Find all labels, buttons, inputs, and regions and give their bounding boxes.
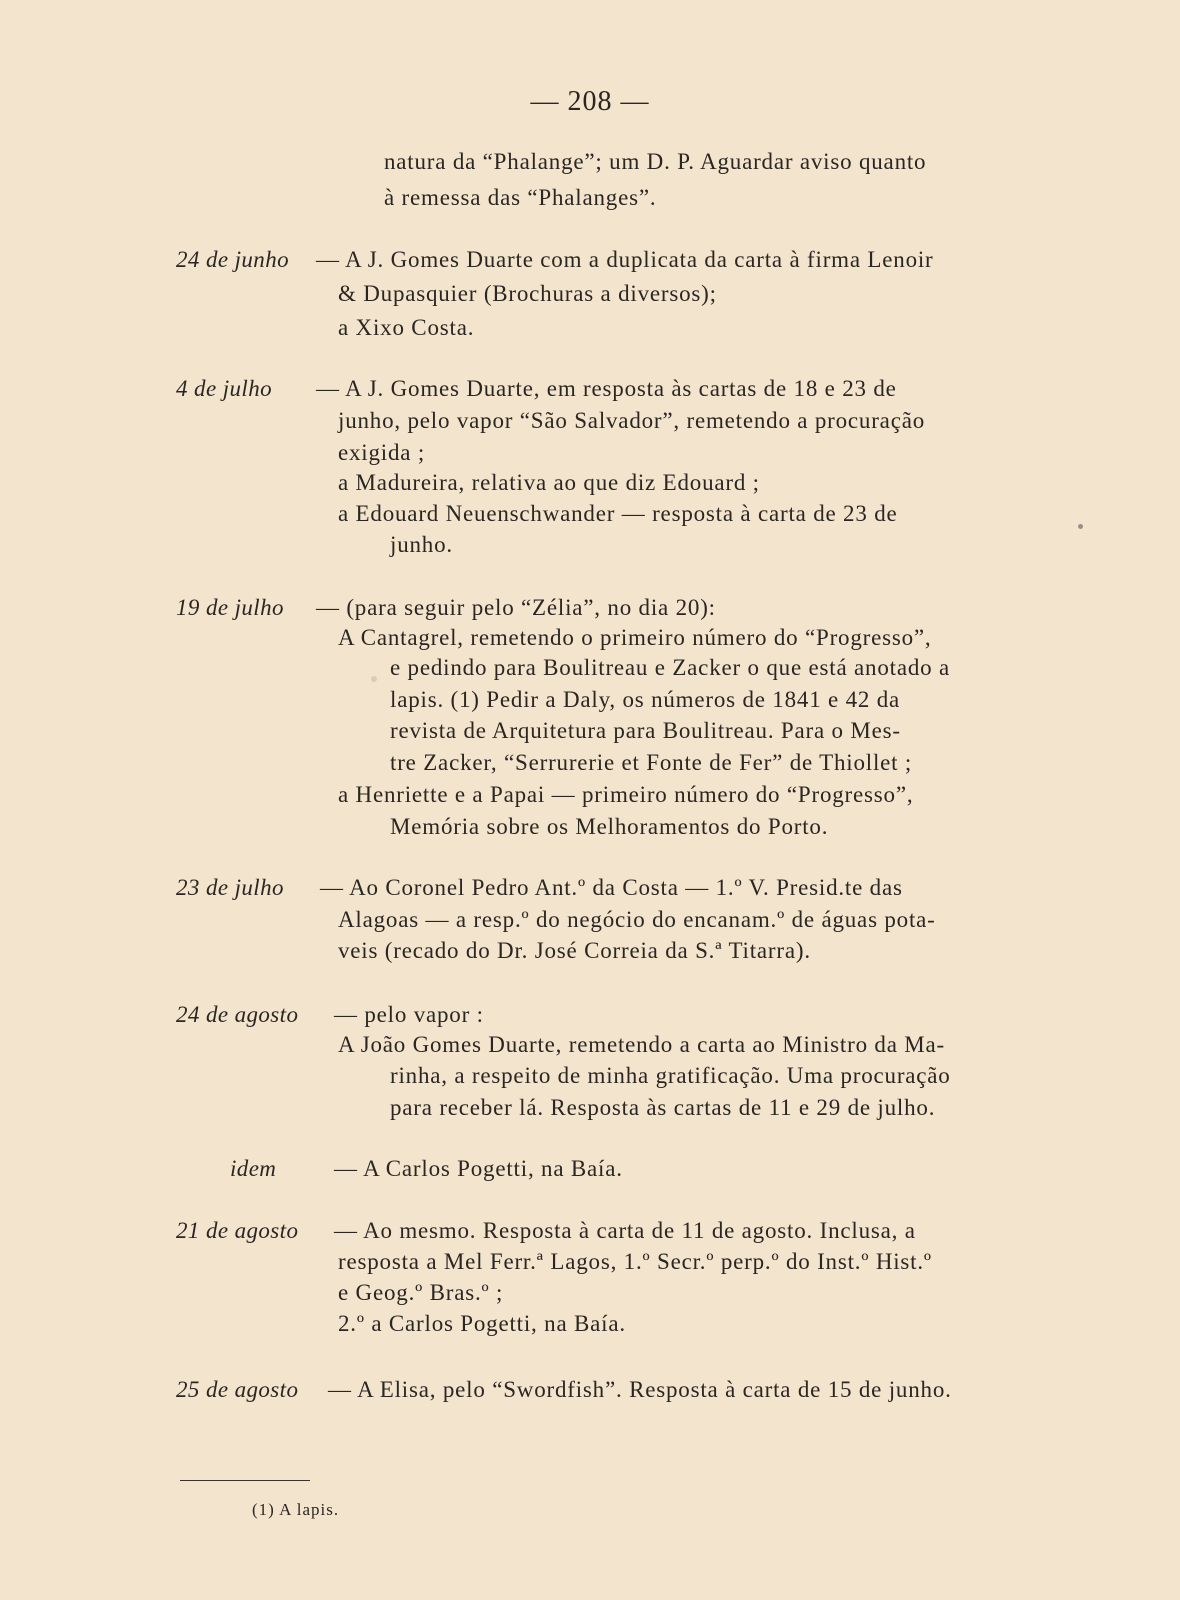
text-line: & Dupasquier (Brochuras a diversos); (338, 281, 717, 306)
footnote-divider (180, 1480, 310, 1481)
text-line: resposta a Mel Ferr.ª Lagos, 1.º Secr.º perp.º do Inst.º Hist.º (338, 1249, 932, 1274)
text-line: exigida ; (338, 440, 426, 465)
text-line: tre Zacker, “Serrurerie et Fonte de Fer” de Thiollet ; (390, 750, 913, 775)
text-line: — A J. Gomes Duarte, em resposta às cartas de 18 e 23 de (316, 376, 897, 401)
text-line: A João Gomes Duarte, remetendo a carta ao Ministro da Ma- (338, 1032, 945, 1057)
entry-date: idem (230, 1156, 277, 1181)
text-line: — Ao mesmo. Resposta à carta de 11 de agosto. Inclusa, a (334, 1218, 916, 1243)
text-line: e pedindo para Boulitreau e Zacker o que está anotado a (390, 655, 950, 680)
entry-date: 4 de julho (176, 376, 272, 401)
text-line: 2.º a Carlos Pogetti, na Baía. (338, 1311, 626, 1336)
text-line: lapis. (1) Pedir a Daly, os números de 1841 e 42 da (390, 687, 901, 712)
text-line: a Xixo Costa. (338, 315, 475, 340)
entry-date: 24 de agosto (176, 1002, 299, 1027)
text-line: — A Carlos Pogetti, na Baía. (334, 1156, 623, 1181)
text-line: para receber lá. Resposta às cartas de 11 e 29 de julho. (390, 1095, 936, 1120)
page-number: — 208 — (530, 86, 650, 117)
entry-date: 21 de agosto (176, 1218, 299, 1243)
text-line: A Cantagrel, remetendo o primeiro número do “Progresso”, (338, 625, 932, 650)
text-line: a Henriette e a Papai — primeiro número do “Progresso”, (338, 782, 914, 807)
text-line: Alagoas — a resp.º do negócio do encanam.º de águas pota- (338, 907, 936, 932)
footnote: (1) A lapis. (252, 1500, 340, 1519)
text-line: revista de Arquitetura para Boulitreau. Para o Mes- (390, 718, 901, 743)
text-line: Memória sobre os Melhoramentos do Porto. (390, 814, 829, 839)
text-line: a Madureira, relativa ao que diz Edouard ; (338, 470, 760, 495)
entry-date: 19 de julho (176, 595, 284, 620)
text-line: — A Elisa, pelo “Swordfish”. Resposta à carta de 15 de junho. (328, 1377, 952, 1402)
entry-date: 23 de julho (176, 875, 284, 900)
text-line: junho. (390, 532, 453, 557)
text-line: — A J. Gomes Duarte com a duplicata da carta à firma Lenoir (316, 247, 934, 272)
text-line: a Edouard Neuenschwander — resposta à carta de 23 de (338, 501, 898, 526)
text-line: veis (recado do Dr. José Correia da S.ª Titarra). (338, 938, 811, 963)
entry-date: 25 de agosto (176, 1377, 299, 1402)
ink-speck (1078, 524, 1083, 529)
text-line: junho, pelo vapor “São Salvador”, remetendo a procuração (338, 408, 926, 433)
text-line: — (para seguir pelo “Zélia”, no dia 20): (316, 595, 716, 620)
entry-date: 24 de junho (176, 247, 289, 272)
text-line: natura da “Phalange”; um D. P. Aguardar aviso quanto (384, 149, 927, 174)
text-line: — pelo vapor : (334, 1002, 484, 1027)
text-line: — Ao Coronel Pedro Ant.º da Costa — 1.º V. Presid.te das (320, 875, 903, 900)
paper-speck (371, 676, 377, 682)
text-line: à remessa das “Phalanges”. (384, 185, 657, 210)
text-line: e Geog.º Bras.º ; (338, 1280, 504, 1305)
text-line: rinha, a respeito de minha gratificação. Uma procuração (390, 1063, 951, 1088)
